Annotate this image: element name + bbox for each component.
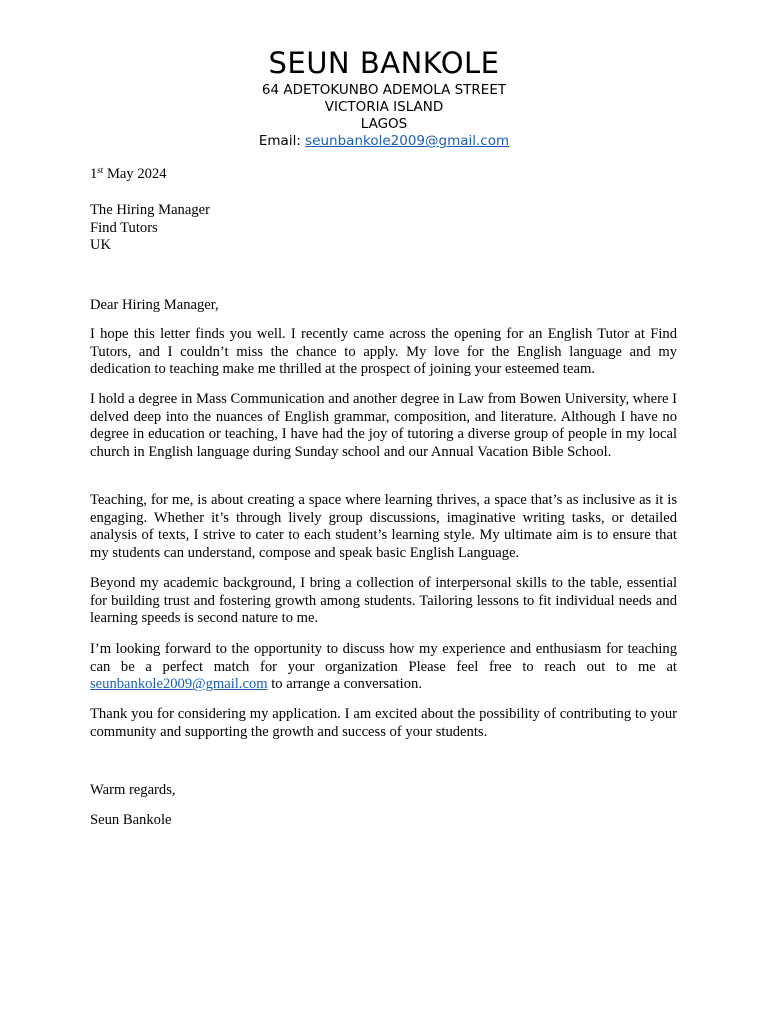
- paragraph-5-text: I’m looking forward to the opportunity to discuss how my experience and enthusiasm for teaching can be a perfect match for your organization Please feel free to reach out to me at: [90, 641, 677, 675]
- date-month-year: May 2024: [103, 166, 167, 182]
- paragraph-3: Teaching, for me, is about creating a space where learning thrives, a space that’s as inclusive as it is engaging. Whether it’s through lively group discussions, imaginative writing tasks, or detailed analysis of texts, I strive to cater to each student’s learning style. My ultimate aim is to ensure that my students can understand, compose and speak basic English Language.: [90, 492, 677, 562]
- paragraph-2: I hold a degree in Mass Communication and another degree in Law from Bowen University, where I delved deep into the nuances of English grammar, composition, and literature. Although I have no degree in education or teaching, I have had the joy of tutoring a diverse group of people in my local church in English language during Sunday school and our Annual Vacation Bible School.: [90, 391, 677, 461]
- letterhead: [0, 44, 768, 150]
- paragraph-5: [90, 641, 677, 694]
- date-suffix: st: [97, 165, 104, 175]
- signature-name: Seun Bankole: [90, 812, 172, 828]
- recipient-block: [90, 202, 677, 255]
- header-email-link[interactable]: seunbankole2009@gmail.com: [305, 133, 510, 149]
- date-day: 1: [90, 166, 98, 182]
- closing: Warm regards,: [90, 782, 176, 798]
- address-line-2: VICTORIA ISLAND: [324, 99, 444, 115]
- email-label: Email:: [258, 133, 306, 149]
- recipient-line-2: Find Tutors: [90, 219, 158, 236]
- address-line-1: 64 ADETOKUNBO ADEMOLA STREET: [261, 82, 507, 98]
- address-line-3: LAGOS: [360, 116, 408, 132]
- paragraph-1: I hope this letter finds you well. I recently came across the opening for an English Tutor at Find Tutors, and I couldn’t miss the chance to apply. My love for the English language and my dedication to teaching make me thrilled at the prospect of joining your esteemed team.: [90, 326, 677, 378]
- salutation: Dear Hiring Manager,: [90, 297, 219, 313]
- paragraph-6: Thank you for considering my application. I am excited about the possibility of contributing to your community and supporting the growth and success of your students.: [90, 706, 677, 740]
- recipient-line-3: UK: [90, 237, 112, 254]
- paragraph-5-after: to arrange a conversation.: [267, 676, 422, 693]
- body-email-link[interactable]: seunbankole2009@gmail.com: [90, 676, 268, 693]
- recipient-line-1: The Hiring Manager: [90, 202, 210, 218]
- email-line: [0, 133, 768, 150]
- paragraph-4: Beyond my academic background, I bring a collection of interpersonal skills to the table, essential for building trust and fostering growth among students. Tailoring lessons to fit individual needs and learning speeds is second nature to me.: [90, 575, 677, 627]
- sender-name: SEUN BANKOLE: [268, 46, 500, 80]
- letter-date: [90, 166, 677, 184]
